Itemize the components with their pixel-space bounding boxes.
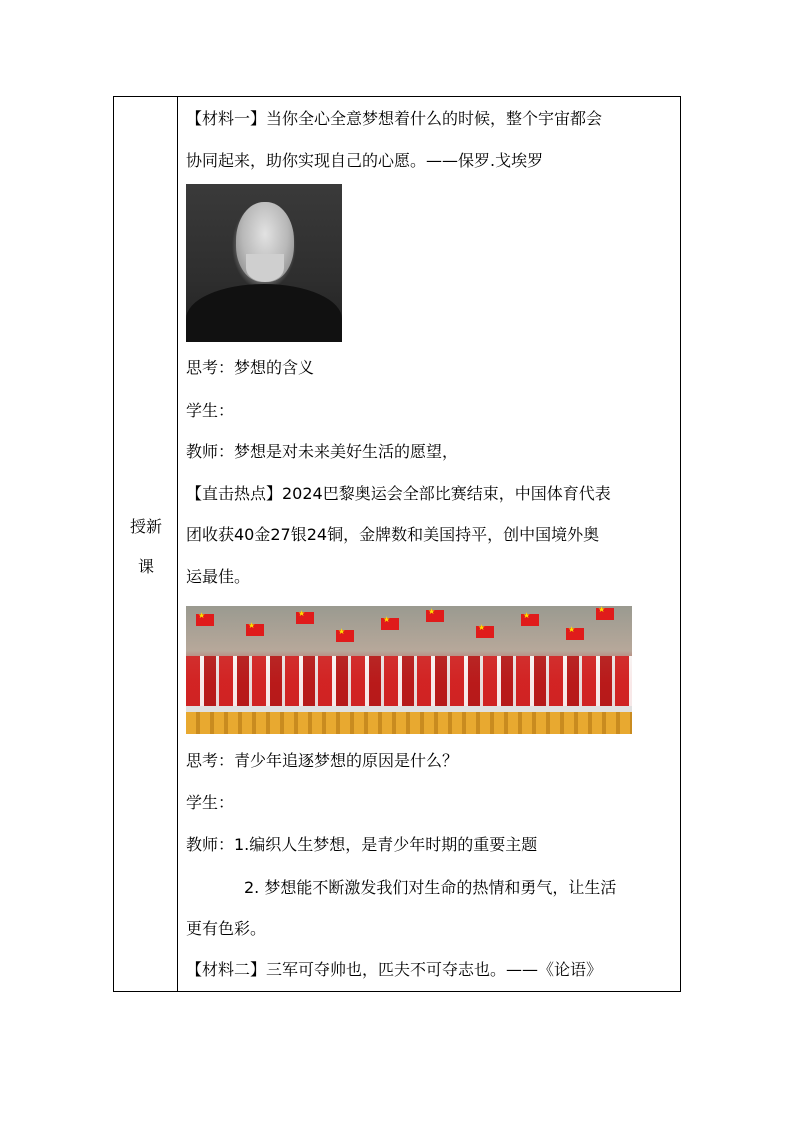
flag-icon [476, 626, 494, 638]
section-column [114, 97, 178, 991]
point2-line2: 更有色彩。 [186, 919, 267, 938]
material1-line1: 【材料一】当你全心全意梦想着什么的时候，整个宇宙都会 [186, 109, 603, 128]
flag-icon [246, 624, 264, 636]
student1-line: 学生： [186, 401, 235, 420]
flag-icon [336, 630, 354, 642]
flag-icon [521, 614, 539, 626]
portrait-photo [186, 184, 342, 342]
section-label [114, 507, 178, 587]
teacher2-line: 教师：1.编织人生梦想，是青少年时期的重要主题 [186, 835, 538, 854]
portrait-shoulders [186, 284, 342, 342]
lesson-table [113, 96, 681, 992]
material1-line2: 协同起来，助你实现自己的心愿。——保罗.戈埃罗 [186, 151, 544, 170]
think1-line: 思考：梦想的含义 [186, 358, 315, 377]
photo-deck [186, 712, 632, 734]
student2-line: 学生： [186, 793, 235, 812]
hotspot-line1: 【直击热点】2024巴黎奥运会全部比赛结束，中国体育代表 [186, 484, 611, 503]
olympic-team-photo [186, 606, 632, 734]
portrait-beard [246, 254, 284, 282]
flag-icon [596, 608, 614, 620]
flag-icon [566, 628, 584, 640]
flag-icon [196, 614, 214, 626]
flag-icon [381, 618, 399, 630]
section-label-line2: 课 [137, 557, 154, 576]
flag-icon [426, 610, 444, 622]
point2-line1: 2. 梦想能不断激发我们对生命的热情和勇气，让生活 [244, 878, 617, 897]
hotspot-line3: 运最佳。 [186, 567, 251, 586]
content-column [178, 97, 681, 991]
section-label-line1: 授新 [129, 517, 162, 536]
material2-line: 【材料二】三军可夺帅也，匹夫不可夺志也。——《论语》 [186, 960, 603, 979]
teacher1-line: 教师：梦想是对未来美好生活的愿望， [186, 442, 459, 461]
think2-line: 思考：青少年追逐梦想的原因是什么？ [186, 751, 459, 770]
hotspot-line2: 团收获40金27银24铜，金牌数和美国持平，创中国境外奥 [186, 525, 600, 544]
flag-icon [296, 612, 314, 624]
